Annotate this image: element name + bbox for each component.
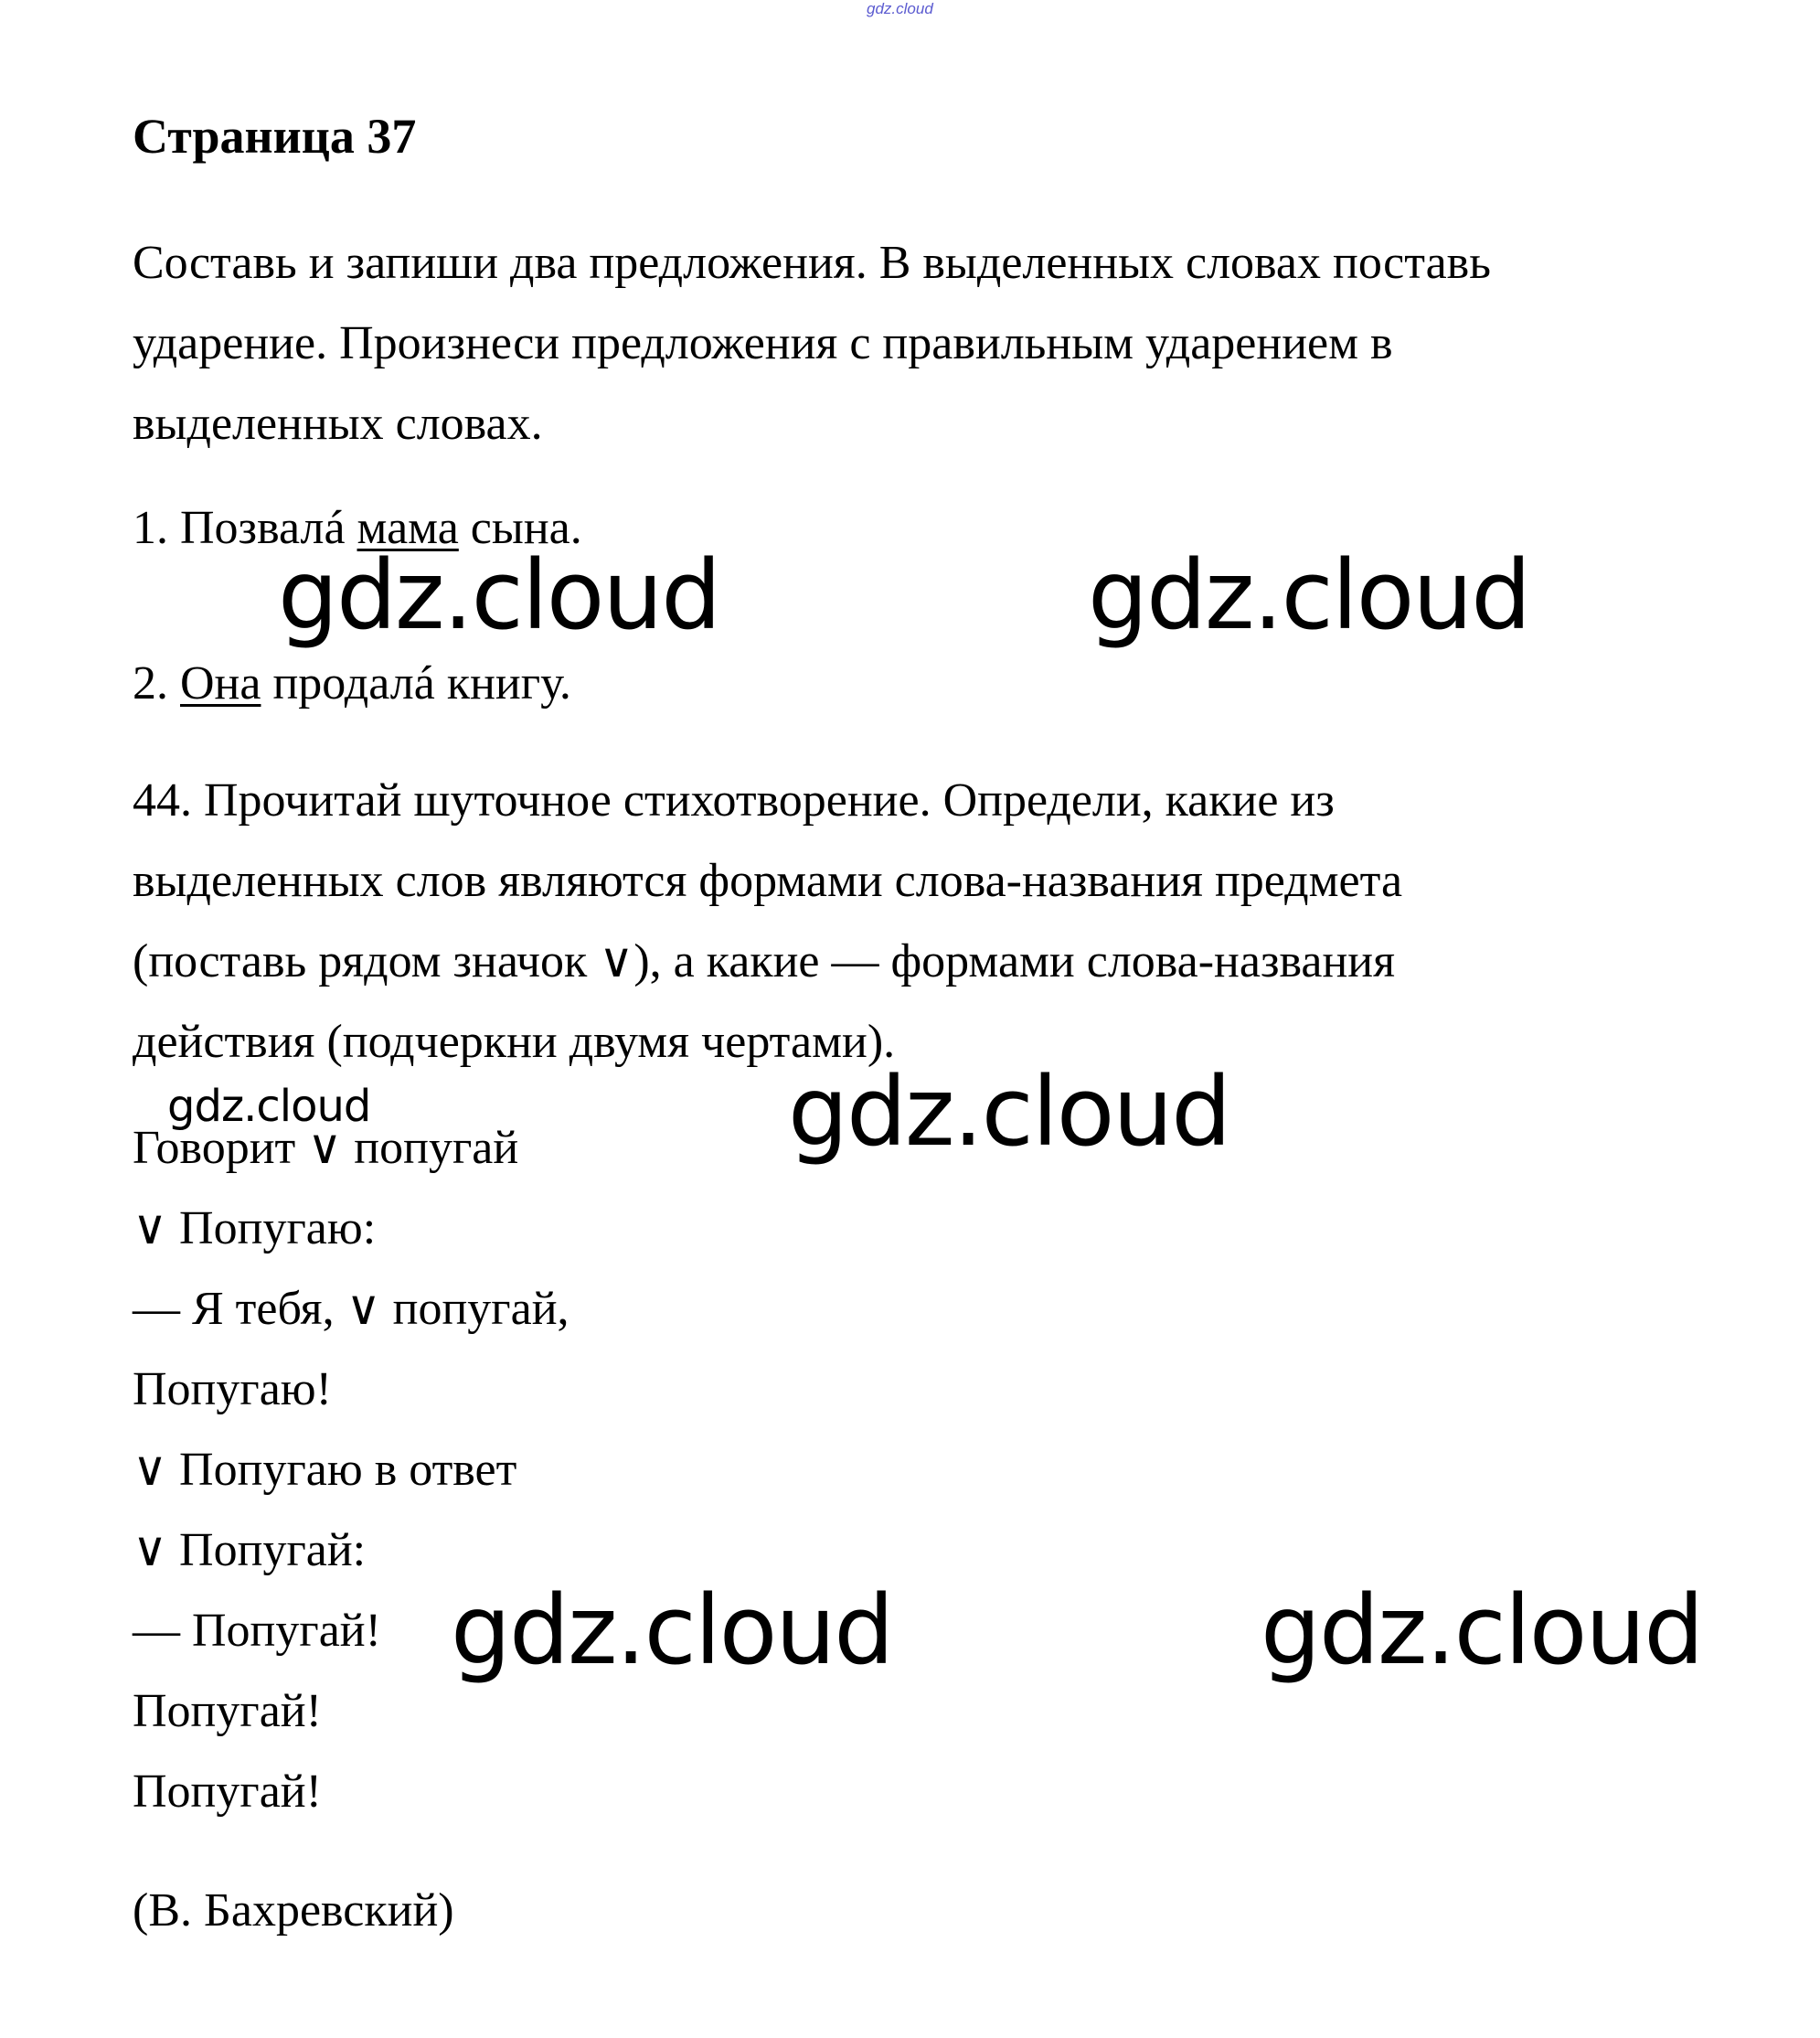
poem-line-2: ∨ Попугаю:	[133, 1202, 377, 1254]
poem-author: (В. Бахревский)	[133, 1884, 454, 1937]
top-watermark: gdz.cloud	[867, 0, 933, 17]
sentence-2-number: 2.	[133, 657, 180, 710]
watermark: gdz.cloud	[451, 1574, 893, 1686]
poem-line-5: ∨ Попугаю в ответ	[133, 1444, 517, 1496]
task-intro-line-1: Составь и запиши два предложения. В выделенных словах поставь	[133, 237, 1491, 289]
task-intro-line-3: выделенных словах.	[133, 398, 543, 450]
task44-line-2: выделенных слов являются формами слова-названия предмета	[133, 855, 1403, 907]
watermark: gdz.cloud	[167, 1081, 371, 1132]
poem-line-3: — Я тебя, ∨ попугай,	[133, 1283, 569, 1335]
watermark: gdz.cloud	[1261, 1574, 1703, 1686]
poem-line-7: — Попугай!	[133, 1605, 381, 1657]
task-intro-line-2: ударение. Произнеси предложения с правильным ударением в	[133, 317, 1393, 369]
watermark: gdz.cloud	[788, 1056, 1230, 1168]
page-title: Страница 37	[133, 109, 417, 164]
sentence-2	[133, 656, 571, 711]
poem-line-4: Попугаю!	[133, 1363, 332, 1415]
sentence-1-number: 1.	[133, 502, 180, 554]
poem-line-1: Говорит ∨ попугай	[133, 1122, 519, 1174]
sentence-2-rest: продалá книгу.	[261, 657, 571, 710]
poem-line-9: Попугай!	[133, 1766, 322, 1818]
poem-line-6: ∨ Попугай:	[133, 1524, 367, 1576]
sentence-2-underlined-word: Она	[180, 657, 261, 710]
sentence-1-stressed-word: Позвалá	[180, 502, 346, 554]
sentence-1-rest: сына.	[458, 502, 582, 554]
sentence-1-underlined-word: мама	[357, 502, 459, 554]
watermark: gdz.cloud	[278, 539, 720, 651]
task44-line-3: (поставь рядом значок ∨), а какие — формами слова-названия	[133, 935, 1396, 987]
task44-line-4: действия (подчеркни двумя чертами).	[133, 1016, 896, 1068]
poem-line-8: Попугай!	[133, 1685, 322, 1737]
task44-line-1: 44. Прочитай шуточное стихотворение. Определи, какие из	[133, 774, 1335, 827]
watermark: gdz.cloud	[1088, 539, 1530, 651]
